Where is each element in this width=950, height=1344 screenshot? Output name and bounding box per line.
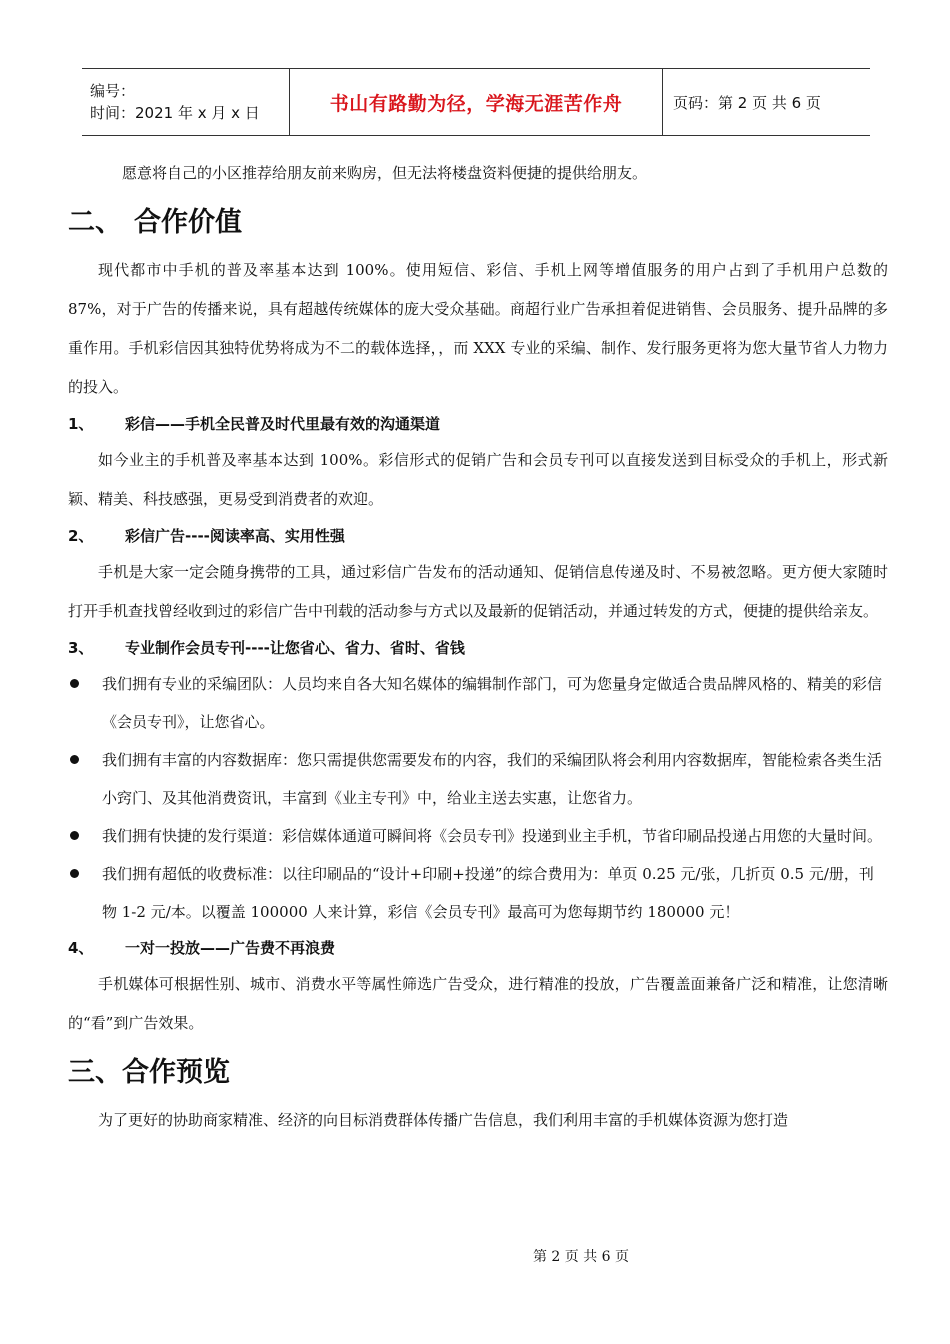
item2-paragraph: 手机是大家一定会随身携带的工具，通过彩信广告发布的活动通知、促销信息传递及时、不易被忽略。更方便大家随时打开手机查找曾经收到过的彩信广告中刊载的活动参与方式以及最新的促销活动，并通过转发的方式，便捷的提供给亲友。: [68, 563, 888, 620]
subheading-number: 2、: [68, 527, 94, 545]
bullet-text: 我们拥有专业的采编团队：人员均来自各大知名媒体的编辑制作部门，可为您量身定做适合贵品牌风格的、精美的彩信《会员专刊》，让您省心。: [102, 675, 883, 731]
bullet-text: 我们拥有快捷的发行渠道：彩信媒体通道可瞬间将《会员专刊》投递到业主手机，节省印刷品投递占用您的大量时间。: [102, 827, 883, 845]
subheading-number: 4、: [68, 939, 94, 957]
item4-paragraph: 手机媒体可根据性别、城市、消费水平等属性筛选广告受众，进行精准的投放，广告覆盖面兼备广泛和精准，让您清晰的“看”到广告效果。: [68, 975, 888, 1032]
bullet-item: [68, 817, 888, 855]
subheading-1: [68, 407, 888, 441]
header-page-info: 页码：第 2 页 共 6 页: [673, 93, 821, 112]
bullet-dot-icon: [70, 831, 79, 840]
bullet-item: [68, 855, 888, 931]
document-body: [68, 150, 888, 1140]
subheading-number: 3、: [68, 639, 94, 657]
intro-paragraph: 愿意将自己的小区推荐给朋友前来购房，但无法将楼盘资料便捷的提供给朋友。: [122, 164, 648, 182]
section-title: 合作价值: [134, 207, 242, 238]
subheading-2: [68, 519, 888, 553]
section-title: 三、合作预览: [68, 1057, 230, 1088]
bullet-item: [68, 741, 888, 817]
subheading-number: 1、: [68, 415, 94, 433]
bullet-item: [68, 665, 888, 741]
section-number: 二、: [68, 207, 122, 238]
subheading-title: 彩信——手机全民普及时代里最有效的沟通渠道: [125, 415, 441, 433]
item1-paragraph: 如今业主的手机普及率基本达到 100%。彩信形式的促销广告和会员专刊可以直接发送到目标受众的手机上，形式新颖、精美、科技感强，更易受到消费者的欢迎。: [68, 451, 888, 508]
section-heading-3: [68, 1053, 888, 1093]
value-paragraph: 现代都市中手机的普及率基本达到 100%。使用短信、彩信、手机上网等增值服务的用户占到了手机用户总数的 87%，对于广告的传播来说，具有超越传统媒体的庞大受众基础。商超行业广告承担着促进销售、会员服务、提升品牌的多重作用。手机彩信因其独特优势将成为不二的载体选择，，而 XXX 专业的采编、制作、发行服务更将为您大量节省人力物力的投入。: [68, 261, 888, 396]
subheading-title: 专业制作会员专刊----让您省心、省力、省时、省钱: [125, 639, 465, 657]
bullet-text: 我们拥有丰富的内容数据库：您只需提供您需要发布的内容，我们的采编团队将会利用内容数据库，智能检索各类生活小窍门、及其他消费资讯，丰富到《业主专刊》中，给业主送去实惠，让您省力。: [102, 751, 883, 807]
bullet-dot-icon: [70, 869, 79, 878]
header-number-label: 编号：: [90, 82, 136, 100]
subheading-title: 一对一投放——广告费不再浪费: [125, 939, 336, 957]
bullet-dot-icon: [70, 755, 79, 764]
header-motto-cell: [290, 69, 663, 136]
subheading-title: 彩信广告----阅读率高、实用性强: [125, 527, 345, 545]
header-date: 时间：2021 年 x 月 x 日: [90, 104, 260, 122]
subheading-3: [68, 631, 888, 665]
section-heading-2: [68, 203, 888, 243]
header-motto: 书山有路勤为径，学海无涯苦作舟: [329, 92, 623, 115]
bullet-dot-icon: [70, 679, 79, 688]
page-header: [82, 68, 870, 136]
preview-paragraph: 为了更好的协助商家精准、经济的向目标消费群体传播广告信息，我们利用丰富的手机媒体资源为您打造: [98, 1111, 789, 1129]
bullet-text: 我们拥有超低的收费标准：以往印刷品的“设计+印刷+投递”的综合费用为：单页 0.25 元/张，几折页 0.5 元/册，刊物 1-2 元/本。以覆盖 100000 人来计算，彩信《会员专刊》最高可为您每期节约 180000 元！: [102, 865, 874, 921]
page-footer: 第 2 页 共 6 页: [532, 1249, 630, 1265]
subheading-4: [68, 931, 888, 965]
header-meta: [82, 69, 290, 136]
